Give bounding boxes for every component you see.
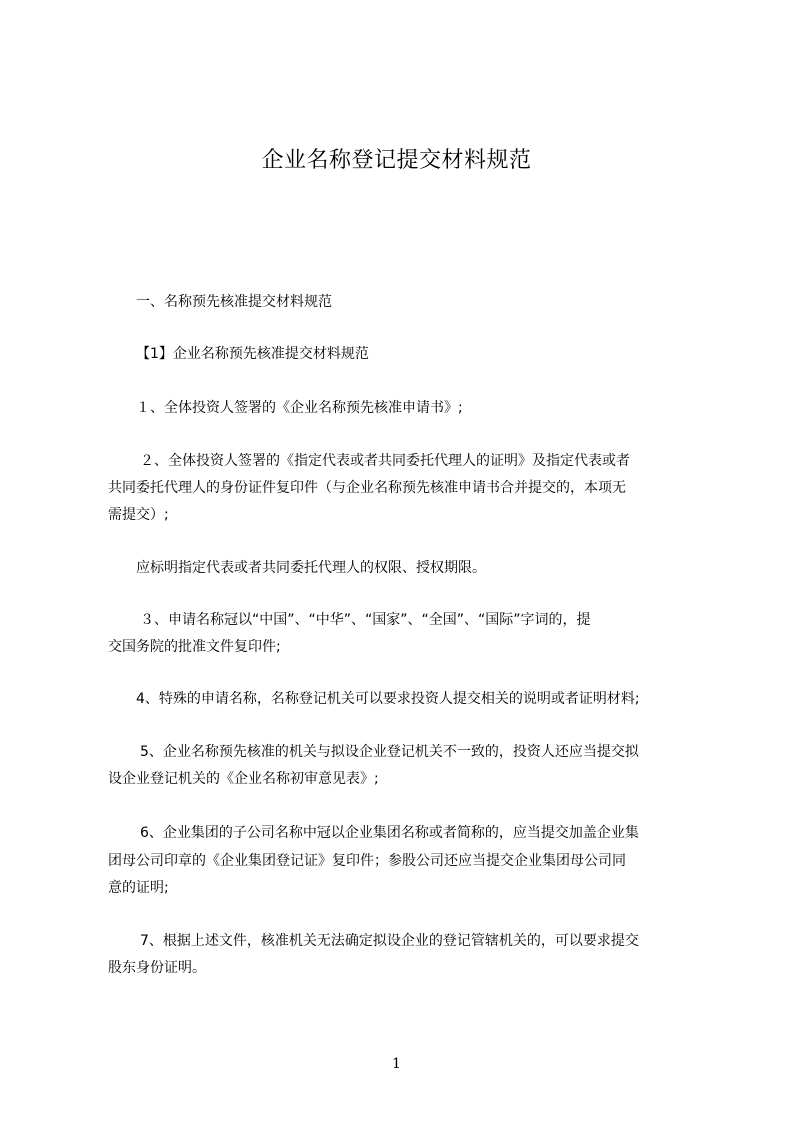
section-heading: 一、名称预先核准提交材料规范 [136, 294, 332, 310]
item-6-line-3: 意的证明; [108, 880, 169, 896]
item-6-line-2: 团母公司印章的《企业集团登记证》复印件；参股公司还应当提交企业集团母公司同 [108, 853, 626, 869]
item-2-line-1: ２、全体投资人签署的《指定代表或者共同委托代理人的证明》及指定代表或者 [140, 453, 630, 469]
item-2-line-2: 共同委托代理人的身份证件复印件（与企业名称预先核准申请书合并提交的，本项无 [108, 480, 626, 496]
item-1-line-1: １、全体投资人签署的《企业名称预先核准申请书》; [136, 400, 463, 416]
item-3-line-2: 交国务院的批准文件复印件; [108, 639, 281, 655]
item-2-line-3: 需提交）; [108, 507, 169, 523]
item-6-line-1: 6、企业集团的子公司名称中冠以企业集团名称或者简称的，应当提交加盖企业集 [140, 825, 639, 841]
item-7-line-2: 股东身份证明。 [108, 960, 206, 976]
item-3-line-1: ３、申请名称冠以“中国”、“中华”、“国家”、“全国”、“国际”字词的，提 [140, 612, 591, 628]
document-title: 企业名称登记提交材料规范 [261, 148, 532, 173]
item-4-line-1: 4、特殊的申请名称，名称登记机关可以要求投资人提交相关的说明或者证明材料; [136, 691, 640, 707]
item-5-line-2: 设企业登记机关的《企业名称初审意见表》; [108, 771, 379, 787]
item-7-line-1: 7、根据上述文件，核准机关无法确定拟设企业的登记管辖机关的，可以要求提交 [140, 933, 639, 949]
page-number: 1 [392, 1056, 401, 1072]
authorization-note: 应标明指定代表或者共同委托代理人的权限、授权期限。 [136, 560, 486, 576]
item-5-line-1: 5、企业名称预先核准的机关与拟设企业登记机关不一致的，投资人还应当提交拟 [140, 744, 639, 760]
sub-heading: 【1】企业名称预先核准提交材料规范 [136, 346, 369, 362]
